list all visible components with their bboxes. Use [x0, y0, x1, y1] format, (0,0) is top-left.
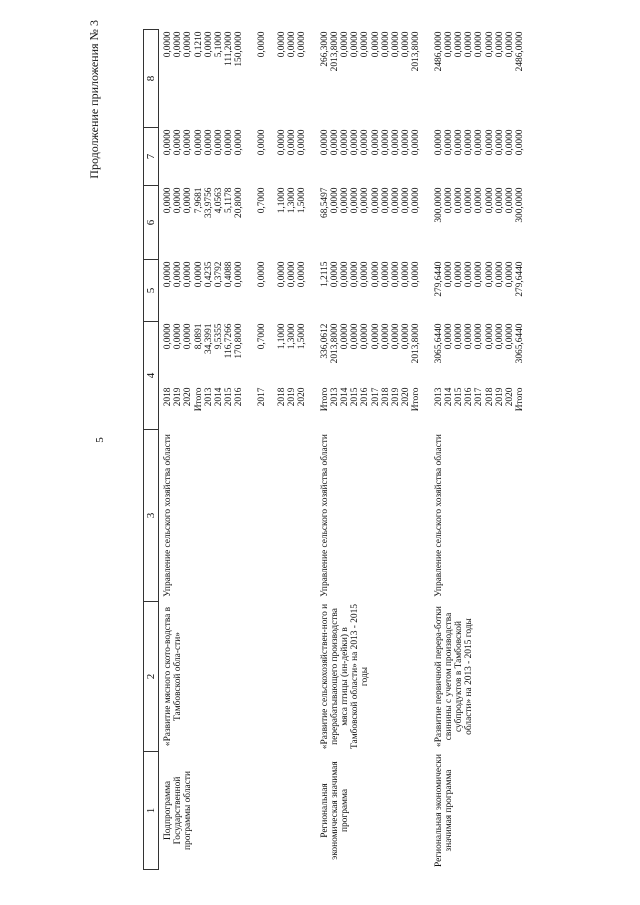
executor-cell: Управление сельского хозяйства области	[163, 434, 173, 597]
value: 0,0000	[464, 129, 475, 156]
value: 2015	[454, 387, 465, 407]
value: 0,0000	[484, 31, 495, 58]
value: 0,0000	[350, 323, 361, 350]
value: 0,0000	[183, 323, 194, 350]
budget-table	[143, 29, 534, 870]
value: 1,1000	[277, 323, 288, 350]
value: 0,0000	[360, 323, 371, 350]
value: 0,0000	[443, 187, 454, 214]
value: 0,0000	[163, 323, 173, 350]
value: 0,0000	[287, 31, 298, 58]
value: 0,0000	[454, 129, 465, 156]
value: 0,0000	[464, 187, 475, 214]
program-type-cell	[253, 752, 316, 870]
value: 0,0000	[454, 31, 465, 58]
program-name-cell: «Развитие сельскохозяйствен-ного и перерабатывающего производства мяса птицы (ин-дейки) в Тамбовской области» на 2013 - 2015 годы	[319, 603, 371, 750]
value: 0,0000	[484, 187, 495, 214]
value: 0,0000	[454, 261, 465, 288]
value: 0,0000	[474, 261, 485, 288]
appendix-title: Продолжение приложения № 3	[87, 20, 101, 179]
value	[267, 262, 277, 320]
col4-values	[159, 322, 253, 384]
value: 0,0000	[494, 129, 505, 156]
value: 0,0000	[505, 261, 516, 288]
value: 9,5355	[214, 323, 225, 350]
value: 0,0000	[391, 187, 402, 214]
value: 0,0000	[277, 31, 288, 58]
value: 0,0000	[391, 261, 402, 288]
value: 0,0000	[505, 187, 516, 214]
value: 170,8000	[234, 323, 245, 359]
col-header-2: 2	[144, 602, 159, 752]
value	[267, 188, 277, 258]
value: 0,0000	[203, 31, 214, 58]
value: 0,0000	[163, 31, 173, 58]
value: 0,7000	[256, 187, 267, 214]
value: 0,0000	[287, 261, 298, 288]
value: 0,0000	[505, 323, 516, 350]
value: 2015	[350, 387, 361, 407]
value: 0,0000	[401, 261, 412, 288]
value: 0,0000	[370, 261, 381, 288]
value: 2017	[474, 387, 485, 407]
col5-values	[253, 260, 316, 322]
value	[267, 32, 277, 126]
value: 2018	[380, 387, 391, 407]
value: 0,0000	[340, 187, 351, 214]
value: 0,0000	[163, 261, 173, 288]
value: 0,0000	[193, 129, 204, 156]
value: 0,7000	[256, 323, 267, 350]
value: Итого	[411, 387, 422, 412]
value: 2019	[287, 387, 298, 407]
value: 1,5000	[297, 187, 308, 214]
value: 2018	[163, 387, 173, 407]
value: 0,0000	[370, 31, 381, 58]
executor-cell	[253, 430, 316, 602]
value: 0,0000	[474, 129, 485, 156]
value: 2013,8000	[411, 31, 422, 72]
value: 0,0000	[183, 261, 194, 288]
value: 0,0000	[297, 31, 308, 58]
value: 0,0000	[370, 129, 381, 156]
table-row	[253, 30, 316, 870]
value: 8,0891	[193, 323, 204, 350]
year-list	[430, 384, 534, 430]
value: 0,0000	[494, 323, 505, 350]
value: Итого	[515, 387, 526, 412]
value: 0,0000	[183, 31, 194, 58]
value: 0,0000	[454, 187, 465, 214]
value: 2013	[203, 387, 214, 407]
table-body	[159, 30, 534, 870]
value: 0,4235	[203, 261, 214, 288]
value: 7,9681	[193, 187, 204, 214]
value	[267, 324, 277, 382]
value: 33,9756	[203, 187, 214, 218]
value: 0,0000	[183, 129, 194, 156]
value: 2014	[443, 387, 454, 407]
year-list	[253, 384, 316, 430]
value: 0,0000	[401, 31, 412, 58]
value: 2014	[340, 387, 351, 407]
value: 0,0000	[360, 261, 371, 288]
col4-values	[316, 322, 430, 384]
value: 0,0000	[163, 187, 173, 214]
value: 0,0000	[443, 323, 454, 350]
value: 0,0000	[464, 31, 475, 58]
value: 300,0000	[433, 187, 444, 223]
value: 0,0000	[173, 129, 184, 156]
value: 0,0000	[391, 31, 402, 58]
executor-cell: Управление сельского хозяйства области	[319, 434, 330, 597]
col-header-8: 8	[144, 30, 159, 128]
value: 2013,8000	[329, 31, 340, 72]
value: 0,0000	[494, 261, 505, 288]
value: 0,0000	[391, 323, 402, 350]
table-row	[316, 30, 430, 870]
value: 116,7266	[224, 323, 235, 359]
value: 0,0000	[474, 31, 485, 58]
value: 2013	[433, 387, 444, 407]
value: 0,0000	[234, 261, 245, 288]
value: 2019	[494, 387, 505, 407]
value: 0,0000	[443, 31, 454, 58]
value: 1,3000	[287, 323, 298, 350]
col6-values	[159, 186, 253, 260]
value: 0,0000	[411, 187, 422, 214]
value: 0,0000	[350, 129, 361, 156]
value: 2020	[183, 387, 194, 407]
value: 0,0000	[494, 31, 505, 58]
value: 2016	[464, 387, 475, 407]
value: 0,0000	[443, 129, 454, 156]
value: 0,0000	[203, 129, 214, 156]
value: 4,0563	[214, 187, 225, 214]
value: 0,0000	[183, 187, 194, 214]
value	[267, 388, 277, 428]
col6-values	[253, 186, 316, 260]
value: 2019	[391, 387, 402, 407]
col8-values	[159, 30, 253, 128]
col8-values	[430, 30, 534, 128]
value: 0,0000	[329, 187, 340, 214]
value: 0,0000	[340, 31, 351, 58]
year-list	[159, 384, 253, 430]
value: 2013,8000	[411, 323, 422, 364]
value: 0,0000	[494, 187, 505, 214]
value: 0,0000	[297, 129, 308, 156]
value: 0,0000	[433, 129, 444, 156]
value: 2015	[224, 387, 235, 407]
value: 34,3991	[203, 323, 214, 354]
value: 68,5497	[319, 187, 330, 218]
col7-values	[159, 128, 253, 186]
value: 2017	[256, 387, 267, 407]
value: 0,0000	[401, 323, 412, 350]
value: 0,0000	[173, 187, 184, 214]
col-header-7: 7	[144, 128, 159, 186]
value: 0,0000	[163, 129, 173, 156]
value: 0,0000	[329, 129, 340, 156]
value: 0,0000	[360, 129, 371, 156]
value: 0,0000	[350, 31, 361, 58]
value: 0,0000	[173, 323, 184, 350]
value: 1,3000	[287, 187, 298, 214]
col-header-3: 3	[144, 430, 159, 602]
page-number: 5	[94, 437, 106, 443]
value: 20,8000	[234, 187, 245, 218]
table-row	[159, 30, 253, 870]
value: 0,1210	[193, 31, 204, 58]
value: 279,6440	[515, 261, 526, 297]
value: 0,0000	[401, 129, 412, 156]
value: 2013	[329, 387, 340, 407]
value: 1,5000	[297, 323, 308, 350]
value: 2019	[173, 387, 184, 407]
value: 279,6440	[433, 261, 444, 297]
col5-values	[430, 260, 534, 322]
value: 0,0000	[277, 261, 288, 288]
program-type-cell: Региональная экономическая значимая программа	[319, 761, 351, 860]
value: 0,0000	[464, 323, 475, 350]
value: 1,2115	[319, 261, 330, 287]
col5-values	[316, 260, 430, 322]
value: 0,0000	[224, 129, 235, 156]
col7-values	[253, 128, 316, 186]
value: 2486,0000	[515, 31, 526, 72]
value: 0,0000	[340, 129, 351, 156]
value: 2014	[214, 387, 225, 407]
value: 0,0000	[505, 129, 516, 156]
value: 0,0000	[380, 261, 391, 288]
value: 0,0000	[360, 187, 371, 214]
column-number-row	[144, 30, 159, 870]
value: 0,0000	[329, 261, 340, 288]
value: 0,0000	[350, 187, 361, 214]
executor-cell: Управление сельского хозяйства области	[433, 434, 444, 597]
value: 266,3000	[319, 31, 330, 67]
value: Итого	[319, 387, 330, 412]
value: 0,3792	[214, 261, 225, 288]
value: 150,0000	[234, 31, 245, 67]
value: 0,0000	[256, 31, 267, 58]
col7-values	[316, 128, 430, 186]
value: 0,0000	[380, 323, 391, 350]
value: 2020	[401, 387, 412, 407]
value: 0,0000	[380, 129, 391, 156]
value: 0,0000	[287, 129, 298, 156]
value: 336,0612	[319, 323, 330, 359]
value: 0,0000	[411, 129, 422, 156]
value: 2020	[505, 387, 516, 407]
value: 0,0000	[515, 129, 526, 156]
value: Итого	[193, 387, 204, 412]
value: 2020	[297, 387, 308, 407]
col5-values	[159, 260, 253, 322]
value: 3065,6440	[433, 323, 444, 364]
value: 0,0000	[297, 261, 308, 288]
value: 0,0000	[234, 129, 245, 156]
value: 0,0000	[380, 31, 391, 58]
col4-values	[430, 322, 534, 384]
value: 0,0000	[360, 31, 371, 58]
value: 0,0000	[256, 129, 267, 156]
table-row	[430, 30, 534, 870]
value: 2017	[370, 387, 381, 407]
value: 0,0000	[484, 323, 495, 350]
value: 1,1000	[277, 187, 288, 214]
value: 0,0000	[411, 261, 422, 288]
value: 2016	[234, 387, 245, 407]
value: 0,0000	[505, 31, 516, 58]
program-type-cell: Подпрограмма Государственной программы области	[163, 771, 194, 850]
col4-values	[253, 322, 316, 384]
value: 0,0000	[340, 261, 351, 288]
value: 2018	[484, 387, 495, 407]
value: 0,0000	[193, 261, 204, 288]
program-name-cell	[253, 602, 316, 752]
value: 0,0000	[474, 323, 485, 350]
value: 0,0000	[340, 323, 351, 350]
program-name-cell: «Развитие мясного ското-водства в Тамбовской обла-сти»	[163, 606, 184, 747]
program-type-cell: Региональная экономически значимая программа	[433, 754, 454, 867]
value: 2013,8000	[329, 323, 340, 364]
value: 0,0000	[474, 187, 485, 214]
col-header-4: 4	[144, 322, 159, 430]
col-header-1: 1	[144, 752, 159, 870]
value: 0,0000	[484, 261, 495, 288]
value: 0,0000	[173, 31, 184, 58]
value: 0,0000	[370, 323, 381, 350]
value: 2486,0000	[433, 31, 444, 72]
col8-values	[253, 30, 316, 128]
value: 0,0000	[380, 187, 391, 214]
value: 0,0000	[454, 323, 465, 350]
value: 0,0000	[173, 261, 184, 288]
col7-values	[430, 128, 534, 186]
value: 300,0000	[515, 187, 526, 223]
value	[267, 130, 277, 184]
value: 5,1000	[214, 31, 225, 58]
value: 0,0000	[350, 261, 361, 288]
col6-values	[316, 186, 430, 260]
value: 0,0000	[256, 261, 267, 288]
rotated-sheet	[87, 10, 640, 870]
value: 0,0000	[443, 261, 454, 288]
value: 0,0000	[277, 129, 288, 156]
col6-values	[430, 186, 534, 260]
value: 0,0000	[391, 129, 402, 156]
value: 0,0000	[214, 129, 225, 156]
value: 3065,6440	[515, 323, 526, 364]
value: 0,0000	[319, 129, 330, 156]
value: 2016	[360, 387, 371, 407]
col-header-6: 6	[144, 186, 159, 260]
program-name-cell: «Развитие первичной перера-ботки свинины с учетом производства субпродуктов в Тамбовской области» на 2013 - 2015 годы	[433, 606, 475, 747]
value: 0,4088	[224, 261, 235, 288]
value: 0,0000	[464, 261, 475, 288]
value: 0,0000	[484, 129, 495, 156]
value: 111,2000	[224, 31, 235, 66]
col8-values	[316, 30, 430, 128]
col-header-5: 5	[144, 260, 159, 322]
value: 0,0000	[401, 187, 412, 214]
value: 5,1178	[224, 187, 235, 213]
year-list	[316, 384, 430, 430]
value: 2018	[277, 387, 288, 407]
value: 0,0000	[370, 187, 381, 214]
